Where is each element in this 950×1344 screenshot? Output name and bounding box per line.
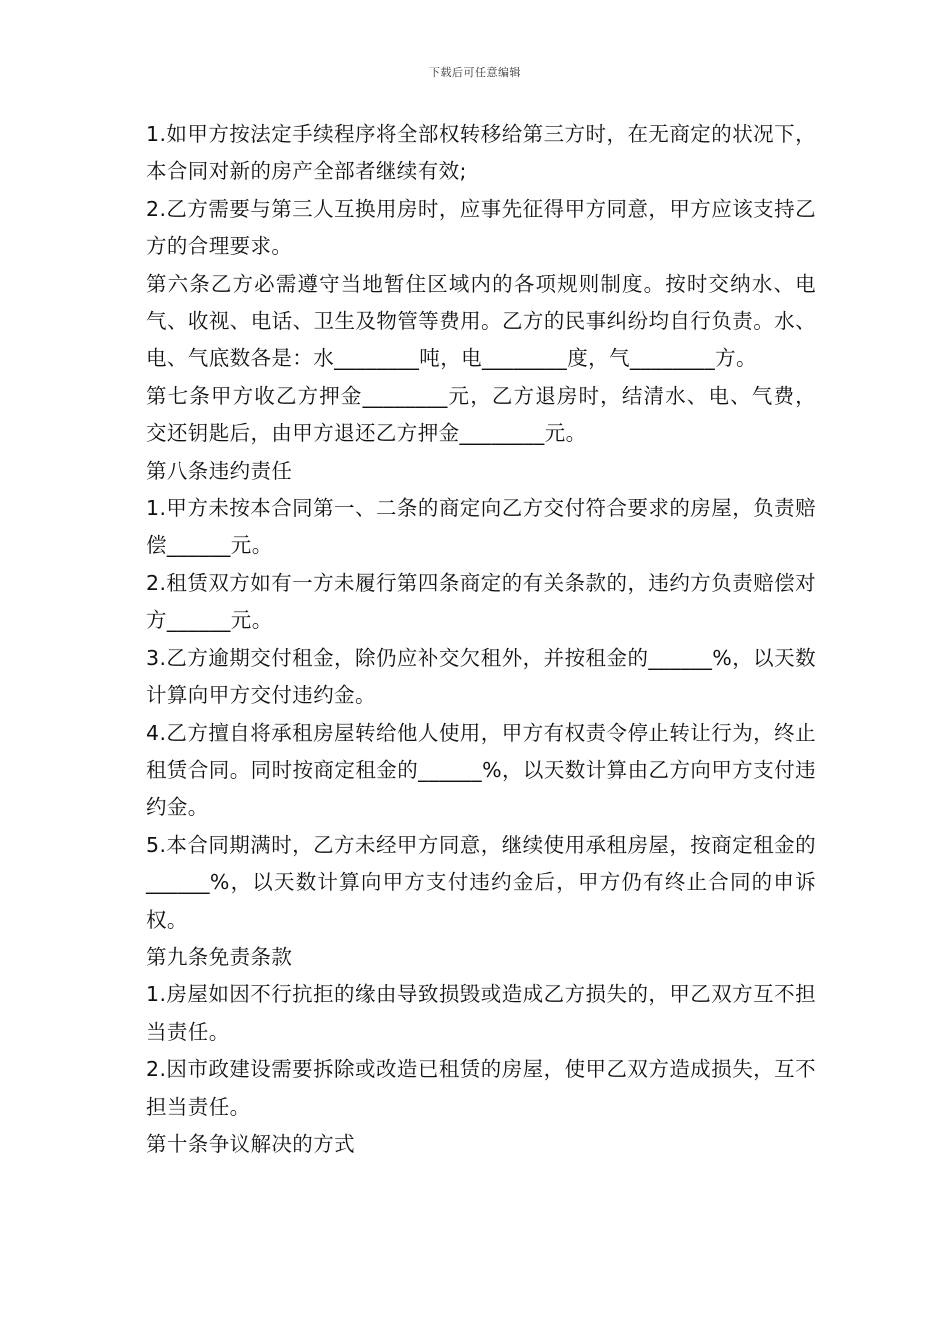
breach-clause-3: 3.乙方逾期交付租金，除仍应补交欠租外，并按租金的______%，以天数计算向甲方交付违约金。 — [146, 645, 816, 708]
breach-clause-4: 4.乙方擅自将承租房屋转给他人使用，甲方有权责令停止转让行为，终止租赁合同。同时按商定租金的______%，以天数计算由乙方向甲方支付违约金。 — [146, 720, 816, 820]
exemption-clause-2: 2.因市政建设需要拆除或改造已租赁的房屋，使甲乙双方造成损失，互不担当责任。 — [146, 1057, 816, 1119]
clause-exchange-housing: 2.乙方需要与第三人互换用房时，应事先征得甲方同意，甲方应该支持乙方的合理要求。 — [146, 196, 816, 259]
article-seven: 第七条甲方收乙方押金________元，乙方退房时，结清水、电、气费，交还钥匙后，由甲方退还乙方押金________元。 — [146, 383, 816, 446]
exemption-clause-1: 1.房屋如因不行抗拒的缘由导致损毁或造成乙方损失的，甲乙双方互不担当责任。 — [146, 982, 816, 1044]
article-ten-heading: 第十条争议解决的方式 — [146, 1131, 355, 1156]
clause-transfer-ownership: 1.如甲方按法定手续程序将全部权转移给第三方时，在无商定的状况下，本合同对新的房产全部者继续有效; — [146, 122, 816, 184]
breach-clause-1: 1.甲方未按本合同第一、二条的商定向乙方交付符合要求的房屋，负责赔偿______元。 — [146, 496, 816, 558]
contract-body — [146, 116, 816, 1163]
page-header: 下载后可任意编辑 — [429, 66, 521, 79]
breach-clause-2: 2.租赁双方如有一方未履行第四条商定的有关条款的，违约方负责赔偿对方______元。 — [146, 570, 816, 633]
article-six: 第六条乙方必需遵守当地暂住区域内的各项规则制度。按时交纳水、电气、收视、电话、卫生及物管等费用。乙方的民事纠纷均自行负责。水、电、气底数各是：水________吨，电________度，气________方。 — [146, 271, 816, 371]
article-nine-heading: 第九条免责条款 — [146, 944, 293, 969]
breach-clause-5: 5.本合同期满时，乙方未经甲方同意，继续使用承租房屋，按商定租金的______%，以天数计算向甲方支付违约金后，甲方仍有终止合同的申诉权。 — [146, 832, 816, 932]
article-eight-heading: 第八条违约责任 — [146, 458, 293, 483]
